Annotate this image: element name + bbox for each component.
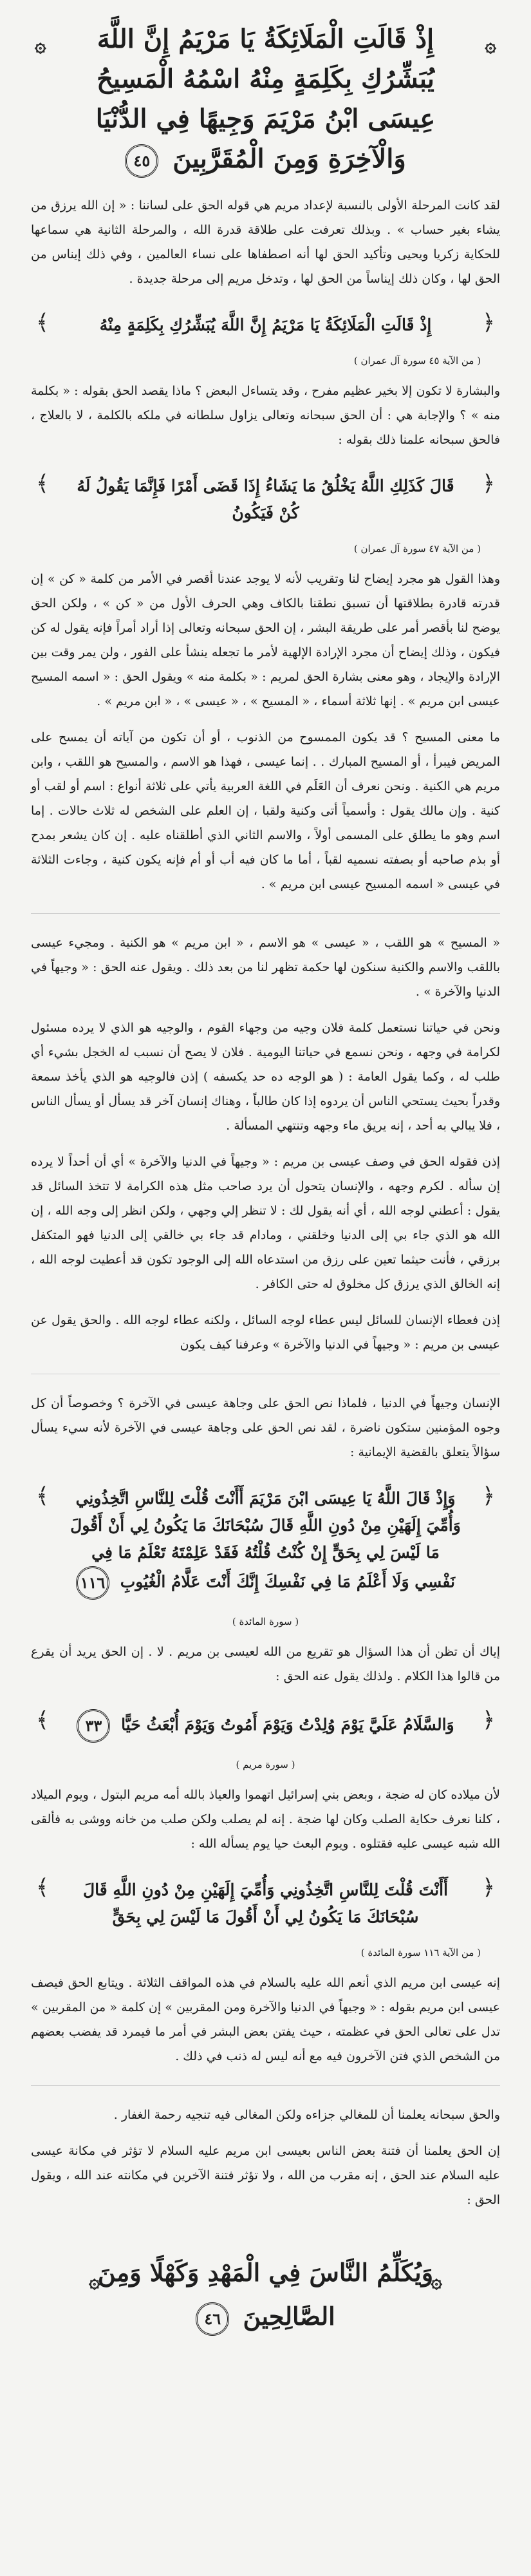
verse-reference: ( من الآية ١١٦ سورة المائدة ) [31,1945,500,1960]
verse-header [31,19,500,179]
ayah-number-badge: ١١٦ [76,1566,109,1600]
paragraph: لقد كانت المرحلة الأولى بالنسبة لإعداد مريم هي قوله الحق على لساننا : « إن الله يرزق من يشاء بغير حساب » . وبذلك تعرفت على طلاقة قدرة الله ، والمرحلة الثانية هي سماعها للحكاية زكريا ويحيى وتأكيد الحق لها أنه اصطفاها على نساء العالمين ، وفي ذلك إيناس من الحق لها ، وكان ذلك إيناساً من الحق لها ، وتدخل مريم إلى مرحلة جديدة . [31,198,500,286]
closing-verse [31,2251,500,2338]
section-divider [31,2085,500,2086]
ornate-bracket-icon: ﴿ [482,1875,495,1900]
quote-text: قَالَ كَذَلِكِ اللَّهُ يَخْلُقُ مَا يَشَاءُ إِذَا قَضَى أَمْرًا فَإِنَّمَا يَقُولُ لَهُ كُنْ فَيَكُونُ [77,477,454,522]
ornate-bracket-icon: ﴿ [482,1483,495,1509]
ornament-icon: ۞ [431,2270,442,2293]
verse-reference: ( سورة المائدة ) [31,1614,500,1629]
paragraph: وهذا القول هو مجرد إيضاح لنا وتقريب لأنه لا يوجد عندنا أقصر في الأمر من كلمة « كن » إن قدرته قادرة بطلاقتها أن تسبق نطقنا بالكاف وهي الحرف الأول من « كن » ، ولكن الحق يوضح لنا بأقصر أمر على طريقة البشر ، إن الحق سبحانه وتعالى إذا أراد أمراً فإنه يقول له كن فيكون ، وذلك إيضاح أن مجرد الإرادة الإلهية لأمر ما تجعله ينشأ على الفور ، ولن يمر وقت بين الإرادة والإيجاد ، وهو معنى بشارة الحق لمريم : « بكلمة منه » ويقول الحق : « اسمه المسيح عيسى ابن مريم » . إنها ثلاثة أسماء ، « المسيح » ، « عيسى » ، « ابن مريم » . [31,572,500,708]
paragraph: ما معنى المسيح ؟ قد يكون الممسوح من الذنوب ، أو أن تكون من آياته أن يمسح على المريض فيبرأ ، أو المسيح المبارك . . إنما عيسى ، فهذا هو الاسم ، والمسيح هو اللقب ، وابن مريم هي الكنية . ونحن نعرف أن العَلَم في اللغة العربية يأتي على ثلاثة أنواع : اسم أو لقب أو كنية . وإن مالك يقول : وأسمياً أتى وكنية ولقبا ، إن العلم على الشخص له ثلاث حالات . إما اسم وهو ما يطلق على المسمى أولاً ، والاسم الثاني الذي أطلقناه عليه . إن كان يشعر بمدح أو بذم صاحبه أو بصفته نسميه لقباً ، أما ما كان فيه أب أو أم فإنه يكون كنية ، وجاءت الثلاثة في عيسى « اسمه المسيح عيسى ابن مريم » . [31,730,500,891]
ornate-bracket-icon: ﴿ [482,1707,495,1733]
quote-text: وَالسَّلَامُ عَلَيَّ يَوْمَ وُلِدْتُ وَيَوْمَ أَمُوتُ وَيَوْمَ أُبْعَثُ حَيًّا [121,1715,454,1734]
ayah-number-badge: ٤٥ [125,144,158,178]
paragraph: إذن فعطاء الإنسان للسائل ليس عطاء لوجه السائل ، ولكنه عطاء لوجه الله . والحق يقول عن عيسى بن مريم : « وجيهاً في الدنيا والآخرة » وعرفنا كيف يكون [31,1313,500,1352]
paragraph: ونحن في حياتنا نستعمل كلمة فلان وجيه من وجهاء القوم ، والوجيه هو الذي لا يرده مسئول لكرامة في وجهه ، ونحن نسمع في حياتنا اليومية . فلان لا يصح أن نسبب له الخجل بشيء أي طلب له ، وكما يقول العامة : ( هو الوجه ده حد يكسفه ) إذن فالوجيه هو الذي يأخذ سمعة وقدراً بحيث يستحي الناس أن يردوه إذا كان طالباً ، وهناك إنسان آخر قد يسأل أو يسأل الناس ، فلا يبالي به أحد ، إنه يريق ماء وجهه وتنتهي المسألة . [31,1021,500,1133]
quran-quote [31,303,500,348]
verse-text: إِذْ قَالَتِ الْمَلَائِكَةُ يَا مَرْيَمُ إِنَّ اللَّهَ يُبَشِّرُكِ بِكَلِمَةٍ مِنْهُ اسْمُهُ الْمَسِيحُ عِيسَى ابْنُ مَرْيَمَ وَجِيهًا فِي الدُّنْيَا وَالْآخِرَةِ وَمِنَ الْمُقَرَّبِينَ [95,24,436,174]
ornament-icon: ۞ [35,34,46,57]
verse-reference: ( من الآية ٤٥ سورة آل عمران ) [31,353,500,368]
paragraph: إياك أن تظن أن هذا السؤال هو تقريع من الله لعيسى بن مريم . لا . إن الحق يريد أن يقرع من قالوا هذا الكلام . ولذلك يقول عنه الحق : [31,1645,500,1683]
ornate-bracket-icon: ﴾ [36,1707,49,1733]
ornate-bracket-icon: ﴾ [36,471,49,497]
verse-text: وَيُكَلِّمُ النَّاسَ فِي الْمَهْدِ وَكَهْلًا وَمِنَ الصَّالِحِينَ [97,2258,434,2331]
ayah-number-badge: ٤٦ [196,2302,229,2336]
paragraph: الإنسان وجيهاً في الدنيا ، فلماذا نص الحق على وجاهة عيسى في الآخرة ؟ وخصوصاً أن كل وجوه المؤمنين ستكون ناضرة ، لقد نص الحق على وجاهة عيسى في الآخرة لأنه سيء يسأل سؤالاً يتعلق بالقضية الإيمانية : [31,1396,500,1459]
paragraph: إذن فقوله الحق في وصف عيسى بن مريم : « وجيهاً في الدنيا والآخرة » أي أن أحداً لا يرده إن سأله . لكرم وجهه ، والإنسان يتحول أن يرد صاحب مثل هذه الكرامة لا تتخذ السائل قد يقول : أعطني لوجه الله ، أي أنه يقول لك : لا تنظر إلي وجهي ، ولكن انظر إلى وجه الله ، إن الله هو الذي جاء بي إلى الدنيا وخلقني ، ومادام قد جاء بي خالقي إلى الدنيا فهو المتكفل برزقي ، فأنت حيثما تعين على رزق من استدعاه الله إلى الوجود تكون قد أعطيت لوجه الله ، إنه الخالق الذي يرزق كل مخلوق له حتى الكافر . [31,1155,500,1291]
quran-quote [31,1868,500,1940]
quote-text: إِذْ قَالَتِ الْمَلَائِكَةُ يَا مَرْيَمُ إِنَّ اللَّهَ يُبَشِّرُكِ بِكَلِمَةٍ مِنْهُ [99,316,432,334]
verse-reference: ( سورة مريم ) [31,1757,500,1772]
paragraph: « المسيح » هو اللقب ، « عيسى » هو الاسم ، « ابن مريم » هو الكنية . ومجيء عيسى باللقب والاسم والكنية سنكون لها حكمة تظهر لنا من بعد ذلك . ويقول عنه الحق : « وجيهاً في الدنيا والآخرة » . [31,936,500,999]
quran-quote [31,1700,500,1752]
ornament-icon: ۞ [89,2270,100,2293]
paragraph: إن الحق يعلمنا أن فتنة بعض الناس بعيسى ابن مريم عليه السلام لا تؤثر في مكانة عيسى عليه السلام عند الحق ، إنه مقرب من الله ، ولا تؤثر فتنة الآخرين في مكانته عند الله ، ويقول الحق : [31,2144,500,2207]
section-divider [31,913,500,914]
ornament-icon: ۞ [485,34,496,57]
paragraph: إنه عيسى ابن مريم الذي أنعم الله عليه بالسلام في هذه المواقف الثلاثة . ويتابع الحق فيصف عيسى ابن مريم بقوله : « وجيهاً في الدنيا والآخرة ومن المقربين » إن كلمة « من المقربين » تدل على تعالى الحق في عظمته ، حيث يفتن بعض البشر في أمر ما فيمرد قد يفضب بعضهم من الشخص الذي فتن الآخرون فيه مع أنه ليس له ذنب في ذلك . [31,1976,500,2063]
ornate-bracket-icon: ﴾ [36,1483,49,1509]
paragraph: والحق سبحانه يعلمنا أن للمغالي جزاءه ولكن المغالى فيه تنجيه رحمة الغفار . [113,2108,500,2122]
paragraph: والبشارة لا تكون إلا بخير عظيم مفرح ، وقد يتساءل البعض ؟ ماذا يقصد الحق بقوله : « بكلمة منه » ؟ والإجابة هي : أن الحق سبحانه وتعالى يزاول سلطانه في ملكه بالكلمة ، لا بالعلاج ، فالحق سبحانه علمنا ذلك بقوله : [31,384,501,447]
quote-text: وَإِذْ قَالَ اللَّهُ يَا عِيسَى ابْنَ مَرْيَمَ أَأَنْتَ قُلْتَ لِلنَّاسِ اتَّخِذُونِي وَأُمِّيَ إِلَهَيْنِ مِنْ دُونِ اللَّهِ قَالَ سُبْحَانَكَ مَا يَكُونُ لِي أَنْ أَقُولَ مَا لَيْسَ لِي بِحَقٍّ إِنْ كُنْتُ قُلْتُهُ فَقَدْ عَلِمْتَهُ تَعْلَمُ مَا فِي نَفْسِي وَلَا أَعْلَمُ مَا فِي نَفْسِكَ إِنَّكَ أَنْتَ عَلَّامُ الْغُيُوبِ [70,1489,461,1591]
quran-quote [31,1476,500,1609]
ayah-number-badge: ٣٣ [77,1709,110,1743]
quran-quote [31,464,500,536]
ornate-bracket-icon: ﴾ [36,310,49,336]
ornate-bracket-icon: ﴿ [482,471,495,497]
verse-reference: ( من الآية ٤٧ سورة آل عمران ) [31,541,500,556]
quote-text: أَأَنْتَ قُلْتَ لِلنَّاسِ اتَّخِذُونِي وَأُمِّيَ إِلَهَيْنِ مِنْ دُونِ اللَّهِ قَالَ سُبْحَانَكَ مَا يَكُونُ لِي أَنْ أَقُولَ مَا لَيْسَ لِي بِحَقٍّ [83,1880,448,1926]
paragraph: لأن ميلاده كان له ضجة ، وبعض بني إسرائيل اتهموا والعياذ بالله أمه مريم البتول ، ويوم الميلاد ، كلنا نعرف حكاية الصلب وكان لها ضجة . إنه لم يصلب ولكن صلب من خانه ووشى به فألقى الله شبه عيسى عليه فقتلوه . ويوم البعث حيا يوم يسأله الله : [31,1788,500,1851]
ornate-bracket-icon: ﴾ [36,1875,49,1900]
ornate-bracket-icon: ﴿ [482,310,495,336]
